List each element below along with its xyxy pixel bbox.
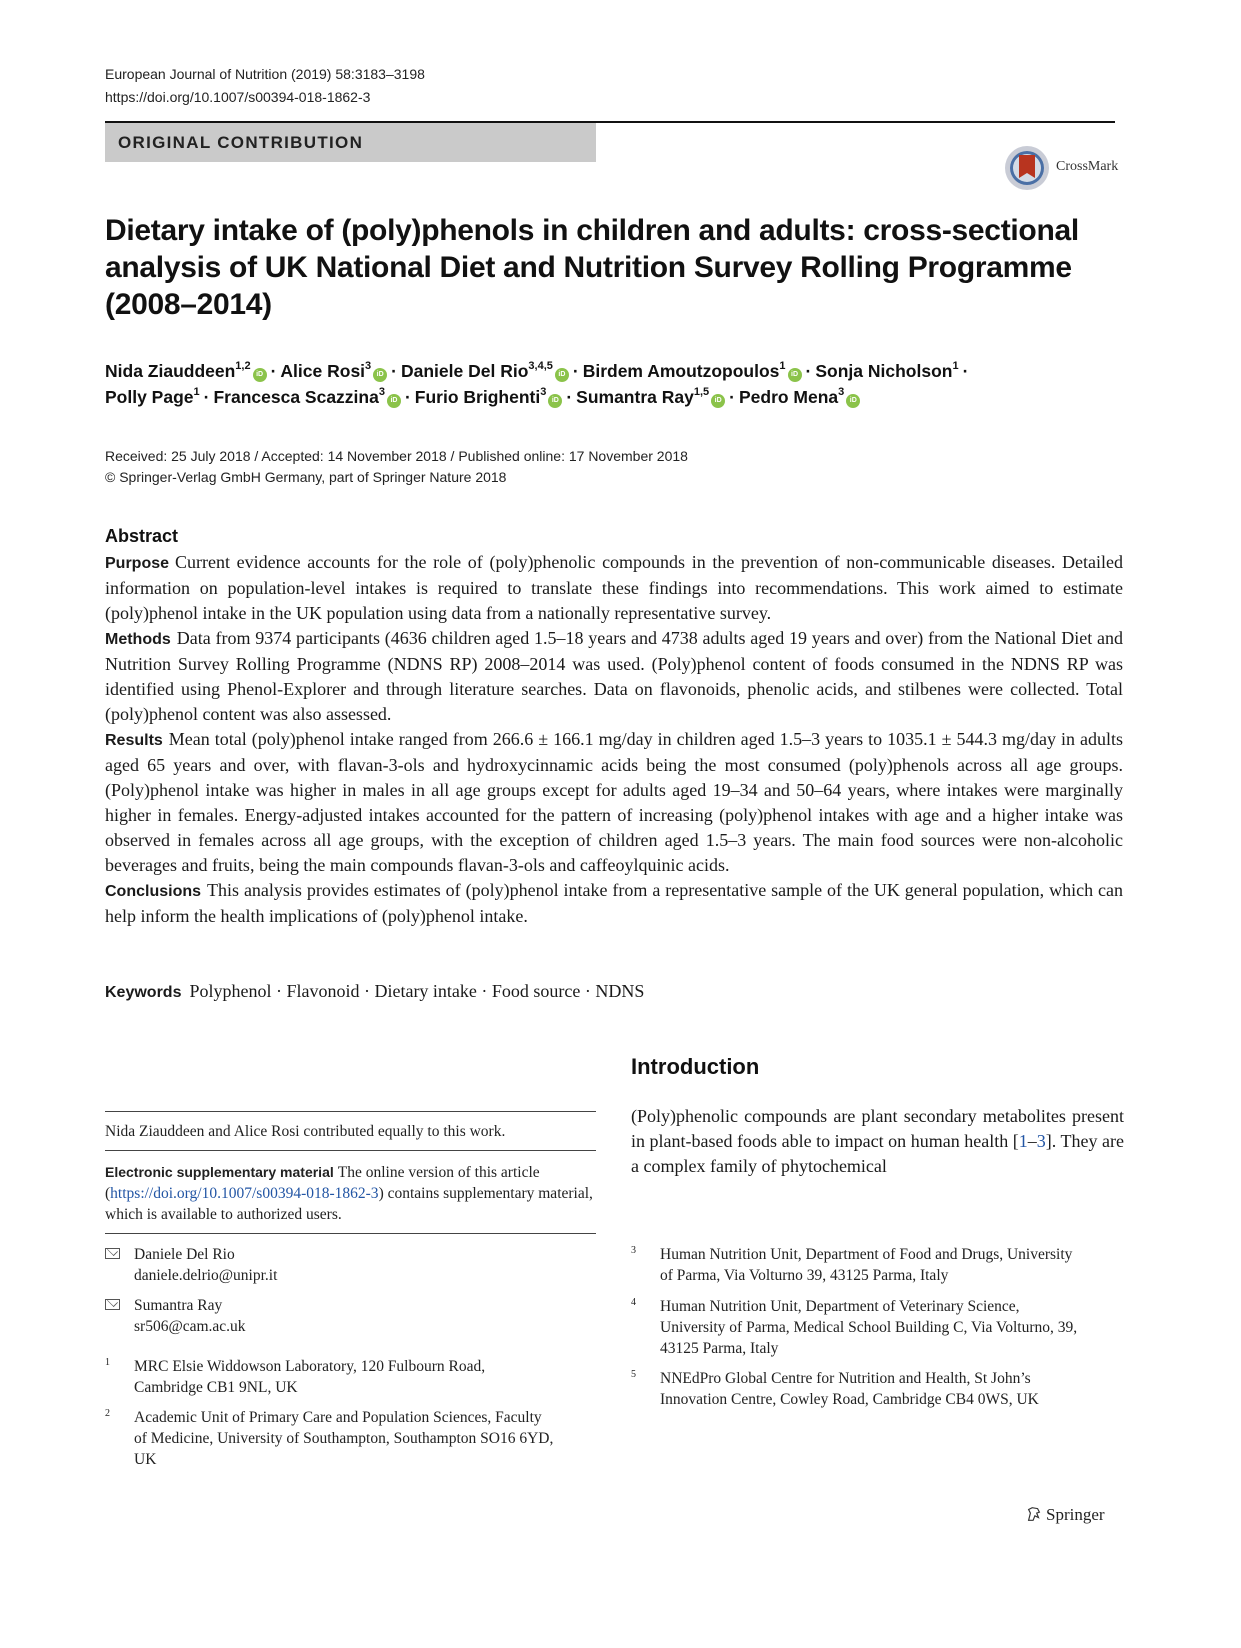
section-label: ORIGINAL CONTRIBUTION [118,133,364,152]
contact-email[interactable]: sr506@cam.ac.uk [134,1318,246,1335]
orcid-icon[interactable]: iD [548,394,562,408]
author[interactable]: Sumantra Ray$^{1,5}$iD [576,387,725,407]
keywords [105,981,644,1002]
equal-contribution-note: Nida Ziauddeen and Alice Rosi contributed equally to this work. [105,1123,506,1140]
orcid-icon[interactable]: iD [387,394,401,408]
paper-title: Dietary intake of (poly)phenols in children and adults: cross-sectional analysis of UK National Diet and Nutrition Survey Rolling Programme (2008–2014) [105,214,1079,321]
orcid-icon[interactable]: iD [788,368,802,382]
orcid-icon[interactable]: iD [846,394,860,408]
footnote-rule [105,1150,596,1151]
publisher-name: Springer [1046,1505,1105,1524]
author-list: Nida Ziauddeen$^{1,2}$iD · Alice Rosi$^3$iD · Daniele Del Rio$^{3,4,5}$iD · Birdem Amoutzopoulos$^1$iD · Sonja Nicholson$^1$ · Polly Page$^1$ · Francesca Scazzina$^3$iD · Furio Brighenti$^3$iD · Sumantra Ray$^{1,5}$iD · Pedro Mena$^3$iD [105,360,969,407]
keywords-label: Keywords [105,984,182,1001]
footnote-rule [105,1233,596,1234]
publication-dates: Received: 25 July 2018 / Accepted: 14 November 2018 / Published online: 17 November 2018 [105,448,688,464]
springer-horse-icon [1025,1505,1043,1523]
footnote-rule [105,1111,596,1112]
contact-name: Sumantra Ray [134,1297,223,1314]
abstract-methods: Methods Data from 9374 participants (4636 children aged 1.5–18 years and 4738 adults aged 19 years and over) from the National Diet and Nutrition Survey Rolling Programme (NDNS RP) 2008–2014 was used. (Poly)phenol content of foods consumed in the NDNS RP was identified using Phenol-Explorer and through literature searches. Data on flavonoids, phenolic acids, and stilbenes were collected. Total (poly)phenol content was also assessed. [105,628,1123,724]
envelope-icon [105,1299,120,1310]
author[interactable]: Polly Page$^1$ [105,386,200,407]
supplementary-link[interactable]: https://doi.org/10.1007/s00394-018-1862-3 [110,1185,379,1202]
author[interactable]: Furio Brighenti$^3$iD [415,387,563,407]
orcid-icon[interactable]: iD [373,368,387,382]
abstract-results: Results Mean total (poly)phenol intake ranged from 266.6 ± 166.1 mg/day in children aged 1.5–3 years to 1035.1 ± 544.3 mg/day in adults aged 65 years and over, with flavan-3-ols and hydroxycinnamic acids being the most consumed (poly)phenols across all age groups. (Poly)phenol intake was higher in males in all age groups except for adults aged 19–34 and 50–64 years, where intakes were marginally higher in females. Energy-adjusted intakes accounted for the pattern of increasing (poly)phenol intakes with age and a higher intake was observed in females across all age groups, with the exception of children aged 1.5–3 years. The main food sources were non-alcoholic beverages and fruits, being the main compounds flavan-3-ols and caffeoylquinic acids. [105,729,1123,875]
copyright: © Springer-Verlag GmbH Germany, part of Springer Nature 2018 [105,469,507,485]
author[interactable]: Francesca Scazzina$^3$iD [213,387,401,407]
doi-link[interactable]: https://doi.org/10.1007/s00394-018-1862-3 [105,89,371,105]
orcid-icon[interactable]: iD [711,394,725,408]
orcid-icon[interactable]: iD [555,368,569,382]
author[interactable]: Alice Rosi$^3$iD [280,361,387,381]
introduction-text: (Poly)phenolic compounds are plant secondary metabolites present in plant-based foods able to impact on human health [1–3]. They are a complex family of phytochemical [631,1106,1124,1176]
reference-link[interactable]: 1 [1018,1131,1028,1151]
section-banner [105,123,596,162]
crossmark-badge[interactable] [1005,146,1123,194]
springer-logo [1025,1505,1105,1525]
author[interactable]: Birdem Amoutzopoulos$^1$iD [583,361,802,381]
journal-citation: European Journal of Nutrition (2019) 58:3183–3198 [105,66,425,82]
keywords-text: Polyphenol · Flavonoid · Dietary intake · Food source · NDNS [189,981,645,1001]
contact-email[interactable]: daniele.delrio@unipr.it [134,1267,278,1284]
supplementary-material-note: Electronic supplementary material The online version of this article (https://doi.org/10.1007/s00394-018-1862-3) contains supplementary material, which is available to authorized users. [105,1164,593,1223]
author[interactable]: Nida Ziauddeen$^{1,2}$iD [105,361,267,381]
crossmark-label: CrossMark [1056,159,1119,174]
envelope-icon [105,1248,120,1259]
author[interactable]: Sonja Nicholson$^1$ [815,360,959,381]
abstract-heading: Abstract [105,526,179,546]
abstract-body [105,550,1123,929]
abstract-purpose: Purpose Current evidence accounts for the role of (poly)phenolic compounds in the prevention of non-communicable diseases. Detailed information on population-level intakes is required to translate these findings into recommendations. This work aimed to estimate (poly)phenol intake in the UK population using data from a nationally representative survey. [105,552,1123,623]
abstract-conclusions: Conclusions This analysis provides estimates of (poly)phenol intake from a representative sample of the UK general population, which can help inform the health implications of (poly)phenol intake. [105,880,1123,926]
author[interactable]: Pedro Mena$^3$iD [739,387,860,407]
orcid-icon[interactable]: iD [253,368,267,382]
contact-name: Daniele Del Rio [134,1246,235,1263]
author[interactable]: Daniele Del Rio$^{3,4,5}$iD [401,361,569,381]
reference-link[interactable]: 3 [1036,1131,1046,1151]
introduction-heading: Introduction [631,1054,760,1079]
